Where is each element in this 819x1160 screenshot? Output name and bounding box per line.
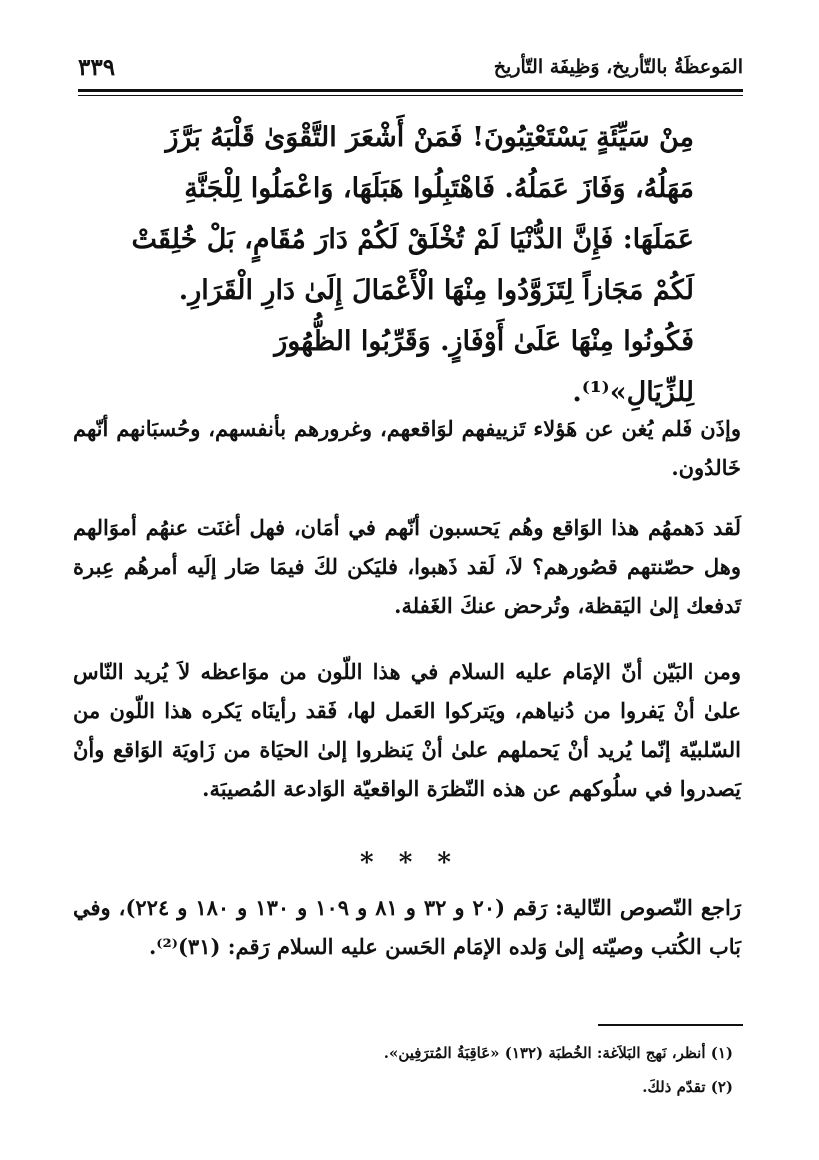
header-rule-thin <box>78 95 743 96</box>
paragraph-3: ومن البَيّن أنّ الإمَام عليه السلام في هذا اللّون من موَاعظه لاَ يُريد النّاس علىٰ أنْ يَفروا من دُنياهم، ويَتركوا العَمل لها، فَقد رأينَاه يَكره هذا اللّون من السّلبيّة إنّما يُريد أنْ يَحملهم علىٰ أنْ يَنظروا إلىٰ الحيَاة من زَاويَة الوَاقع وأنْ يَصدروا في سلُوكهم عن هذه النّظرَة الواقعيّة الوَادعة المُصيبَة. <box>73 659 741 801</box>
quote-line: عَمَلَهَا: فَإِنَّ الدُّنْيَا لَمْ تُخْلَقْ لَكُمْ دَارَ مُقَامٍ، بَلْ خُلِقَتْ <box>131 224 694 255</box>
quote-line: فَكُونُوا مِنْهَا عَلَىٰ أَوْفَازٍ. وَقَرِّبُوا الظُّهُورَ <box>274 326 694 357</box>
section-separator: * * * <box>360 848 459 878</box>
header-rule <box>78 89 743 92</box>
header-title: المَوعظَةُ بالتّأريخ، وَظِيفَة التّأريخ <box>493 56 743 78</box>
paragraph-4: رَاجع النّصوص التّالية: رَقم (٢٠ و ٣٢ و ٨١ و ١٠٩ و ١٣٠ و ١٨٠ و ٢٢٤)، وفي بَاب الكُتب وصيّته إلىٰ وَلده الإمَام الحَسن عليه السلام رَقم: (٣١)⁽²⁾. <box>73 895 741 959</box>
footnote-1: (١) أنظر، نَهج البَلاَغة: الخُطبَة (١٣٢) «عَاقِبَةُ المُترَفِين». <box>383 1044 733 1062</box>
footnote-rule <box>598 1024 743 1026</box>
quote-line: مِنْ سَيِّئَةٍ يَسْتَعْتِبُونَ! فَمَنْ أَشْعَرَ التَّقْوَىٰ قَلْبَهُ بَرَّزَ <box>165 122 694 153</box>
quote-line: لِلزِّيَالِ»⁽¹⁾. <box>572 377 694 408</box>
paragraph-1: وإذَن فَلم يُغن عن هَؤلاء تَزييفهم لوَاقعهم، وغرورهم بأنفسهم، وحُسبَانهم أنّهم خَالدُون. <box>73 416 741 480</box>
quoted-sermon <box>131 112 694 418</box>
quote-line: مَهَلُهُ، وَفَازَ عَمَلُهُ. فَاهْتَبِلُوا هَبَلَهَا، وَاعْمَلُوا لِلْجَنَّةِ <box>184 173 694 204</box>
quote-line: لَكُمْ مَجَازاً لِتَزَوَّدُوا مِنْهَا الْأَعْمَالَ إِلَىٰ دَارِ الْقَرَارِ. <box>178 275 694 306</box>
page-number: ٣٣٩ <box>78 54 116 81</box>
footnote-2: (٢) تقدّم ذلكَ. <box>642 1078 733 1096</box>
paragraph-2: لَقد دَهمهُم هذا الوَاقع وهُم يَحسبون أنّهم في أمَان، فهل أغنَت عنهُم أموَالهم وهل حصّنتهم قصُورهم؟ لاَ، لَقد ذَهبوا، فليَكن لكَ فيمَا صَار إلَيه أمرهُم عِبرة تَدفعك إلىٰ اليَقظة، وتُرحض عنكَ الغَفلة. <box>73 515 741 618</box>
running-header <box>78 50 743 90</box>
footnotes <box>213 1036 733 1104</box>
